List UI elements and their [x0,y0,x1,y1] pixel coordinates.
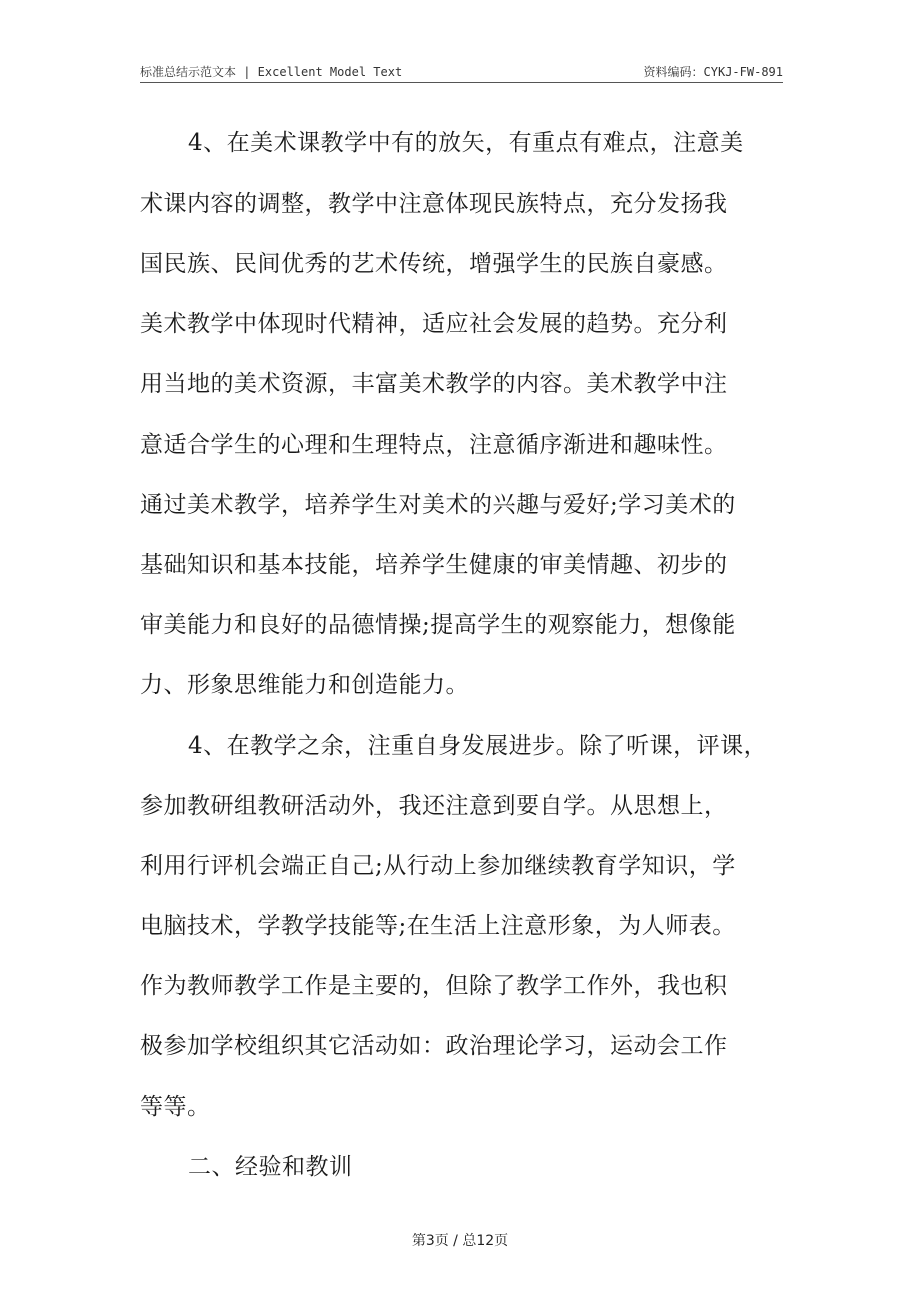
paragraph-1-line-9: 审美能力和良好的品德情操;提高学生的观察能力，想像能 [140,612,736,638]
paragraph-2-line-4: 电脑技术，学教学技能等;在生活上注意形象，为人师表。 [140,913,736,939]
paragraph-1-line-7: 通过美术教学，培养学生对美术的兴趣与爱好;学习美术的 [140,492,736,518]
paragraph-2-line-5: 作为教师教学工作是主要的，但除了教学工作外，我也积 [140,973,728,999]
paragraph-2-line-3: 利用行评机会端正自己;从行动上参加继续教育学知识，学 [140,853,736,879]
paragraph-2-line-6: 极参加学校组织其它活动如：政治理论学习，运动会工作 [140,1033,728,1059]
paragraph-2-line-2: 参加教研组教研活动外，我还注意到要自学。从思想上， [140,793,728,819]
page-number: 第3页 / 总12页 [411,1233,509,1249]
page-header [140,62,783,83]
section-heading: 二、经验和教训 [188,1154,353,1180]
header-title: 标准总结示范文本 | Excellent Model Text [140,65,403,79]
document-code: 资料编码：CYKJ-FW-891 [643,65,783,79]
paragraph-1-line-2: 术课内容的调整，教学中注意体现民族特点，充分发扬我 [140,191,728,217]
paragraph-2-line-7: 等等。 [140,1094,211,1120]
paragraph-1-line-3: 国民族、民间优秀的艺术传统，增强学生的民族自豪感。 [140,251,728,277]
paragraph-1-line-4: 美术教学中体现时代精神，适应社会发展的趋势。充分利 [140,311,728,337]
paragraph-1-line-8: 基础知识和基本技能，培养学生健康的审美情趣、初步的 [140,552,728,578]
paragraph-1-line-5: 用当地的美术资源，丰富美术教学的内容。美术教学中注 [140,371,728,397]
paragraph-1-line-6: 意适合学生的心理和生理特点，注意循序渐进和趣味性。 [140,432,728,458]
paragraph-2-line-1: 4、在教学之余，注重自身发展进步。除了听课，评课， [188,733,768,759]
paragraph-1-line-1: 4、在美术课教学中有的放矢，有重点有难点，注意美 [188,130,744,156]
paragraph-1-line-10: 力、形象思维能力和创造能力。 [140,672,469,698]
